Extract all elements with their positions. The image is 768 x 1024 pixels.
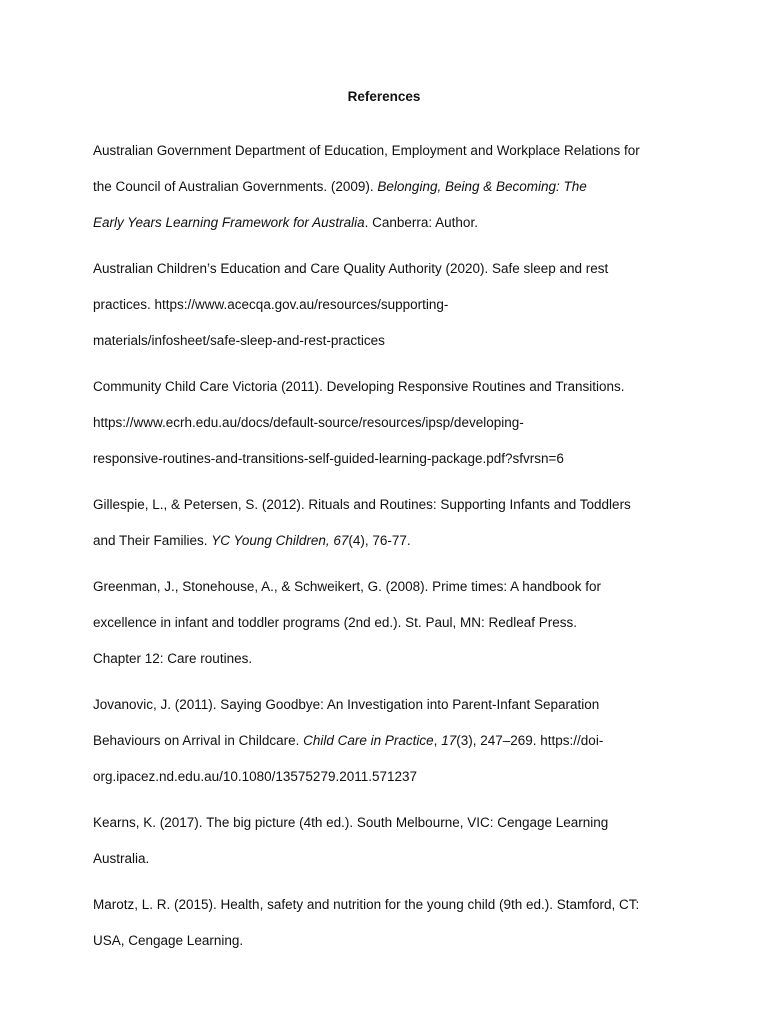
reference-text: USA, Cengage Learning. (93, 933, 244, 948)
reference-text: responsive-routines-and-transitions-self-guided-learning-package.pdf?sfvrsn=6 (93, 451, 564, 466)
reference-entry (93, 887, 693, 959)
reference-text: Behaviours on Arrival in Childcare. (93, 733, 304, 748)
reference-line (93, 205, 693, 241)
reference-entry (93, 687, 693, 795)
reference-line (93, 405, 693, 441)
reference-italic-text: YC Young Children, 67 (211, 533, 349, 548)
reference-text: (3), 247–269. https://doi- (456, 733, 604, 748)
reference-line (93, 887, 693, 923)
reference-line (93, 805, 693, 841)
reference-text: Marotz, L. R. (2015). Health, safety and nutrition for the young child (9th ed.). Stamford, CT: (93, 897, 640, 912)
reference-line (93, 251, 693, 287)
reference-text: https://www.ecrh.edu.au/docs/default-source/resources/ipsp/developing- (93, 415, 524, 430)
reference-text: Australia. (93, 851, 150, 866)
reference-entry (93, 369, 693, 477)
reference-line (93, 323, 693, 359)
reference-text: Jovanovic, J. (2011). Saying Goodbye: An Investigation into Parent-Infant Separation (93, 697, 600, 712)
reference-line (93, 487, 693, 523)
reference-line (93, 523, 693, 559)
reference-line (93, 169, 693, 205)
reference-italic-text: 17 (441, 733, 457, 748)
reference-line (93, 369, 693, 405)
reference-line (93, 687, 693, 723)
reference-text: practices. https://www.acecqa.gov.au/resources/supporting- (93, 297, 449, 312)
reference-text: . Canberra: Author. (364, 215, 478, 230)
reference-text: Australian Government Department of Education, Employment and Workplace Relations for (93, 143, 640, 158)
reference-text: materials/infosheet/safe-sleep-and-rest-practices (93, 333, 385, 348)
reference-line (93, 841, 693, 877)
reference-line (93, 605, 693, 641)
reference-text: Australian Children’s Education and Care Quality Authority (2020). Safe sleep and rest (93, 261, 609, 276)
reference-text: Chapter 12: Care routines. (93, 651, 253, 666)
reference-entry (93, 133, 693, 241)
reference-text: excellence in infant and toddler programs (2nd ed.). St. Paul, MN: Redleaf Press. (93, 615, 577, 630)
reference-text: Kearns, K. (2017). The big picture (4th ed.). South Melbourne, VIC: Cengage Learning (93, 815, 609, 830)
reference-line (93, 287, 693, 323)
reference-line (93, 641, 693, 677)
reference-italic-text: Child Care in Practice (303, 733, 434, 748)
reference-text: Greenman, J., Stonehouse, A., & Schweikert, G. (2008). Prime times: A handbook for (93, 579, 602, 594)
reference-line (93, 923, 693, 959)
reference-text: , (433, 733, 442, 748)
reference-line (93, 723, 693, 759)
reference-text: the Council of Australian Governments. (2009). (93, 179, 378, 194)
reference-line (93, 569, 693, 605)
reference-italic-text: Early Years Learning Framework for Australia (93, 215, 365, 230)
reference-entry (93, 487, 693, 559)
reference-line (93, 441, 693, 477)
reference-entry (93, 569, 693, 677)
reference-entry (93, 251, 693, 359)
reference-text: (4), 76-77. (348, 533, 411, 548)
reference-line (93, 133, 693, 169)
reference-entry (93, 805, 693, 877)
reference-line (93, 759, 693, 795)
reference-text: org.ipacez.nd.edu.au/10.1080/13575279.2011.571237 (93, 769, 418, 784)
page-title: References (347, 89, 421, 104)
reference-list (93, 133, 693, 969)
reference-text: Community Child Care Victoria (2011). Developing Responsive Routines and Transitions. (93, 379, 625, 394)
reference-text: and Their Families. (93, 533, 212, 548)
reference-text: Gillespie, L., & Petersen, S. (2012). Rituals and Routines: Supporting Infants and Toddlers (93, 497, 631, 512)
reference-italic-text: Belonging, Being & Becoming: The (377, 179, 587, 194)
